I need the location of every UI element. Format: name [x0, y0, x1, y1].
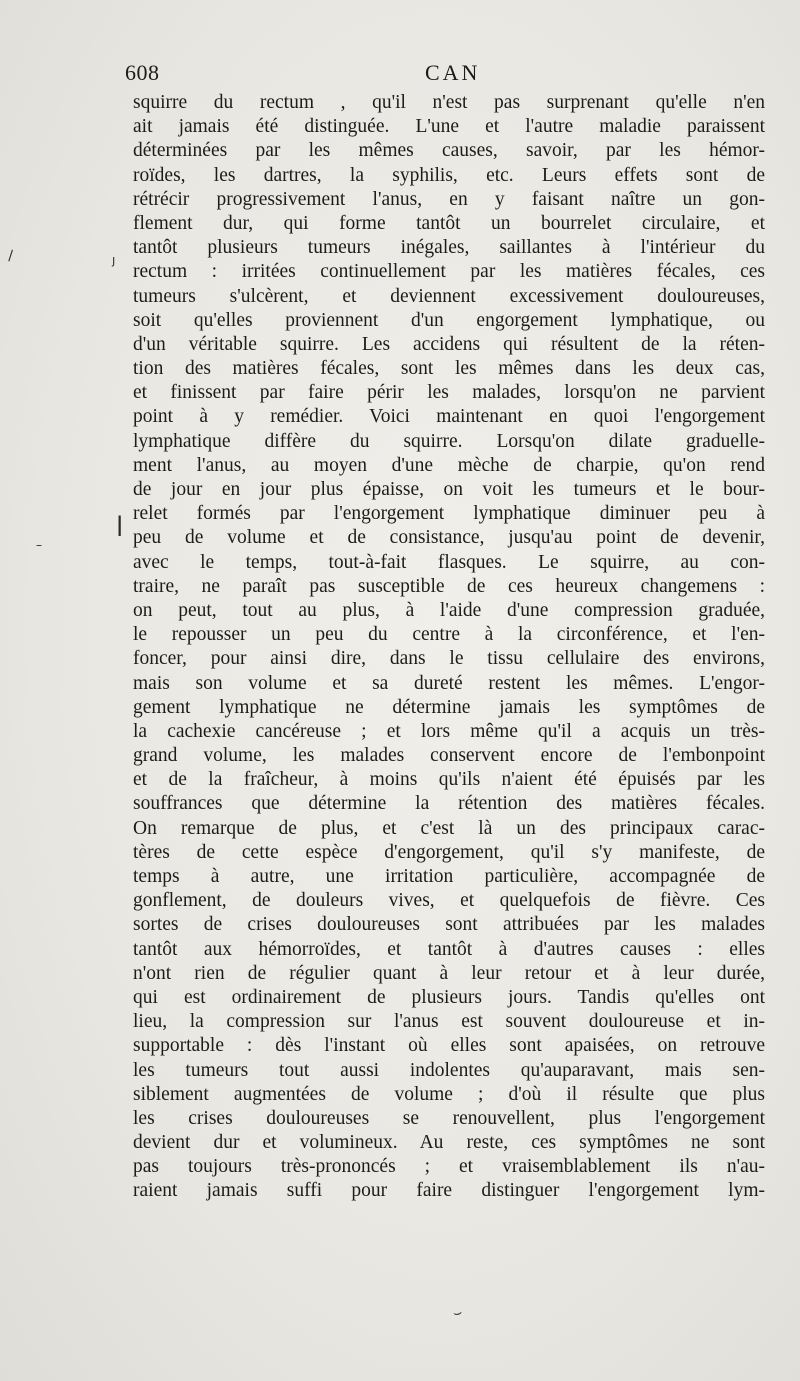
text-line: n'ont rien de régulier quant à leur retour et à leur durée,: [133, 962, 765, 984]
text-line: grand volume, les malades conservent encore de l'embonpoint: [133, 745, 765, 767]
running-head: CAN: [425, 60, 481, 85]
text-line: pas toujours très-prononcés ; et vraisemblablement ils n'au-: [133, 1156, 765, 1178]
text-line: tantôt plusieurs tumeurs inégales, saillantes à l'intérieur du: [133, 237, 765, 259]
text-line: déterminées par les mêmes causes, savoir, par les hémor-: [133, 140, 765, 162]
body-text: [133, 91, 765, 1204]
text-line: les tumeurs tout aussi indolentes qu'auparavant, mais sen-: [133, 1059, 765, 1081]
margin-stray-mark: \: [3, 248, 17, 264]
text-line: ment l'anus, au moyen d'une mèche de charpie, qu'on rend: [133, 454, 765, 476]
text-line: sortes de crises douloureuses sont attribuées par les malades: [133, 914, 765, 936]
text-line: mais son volume et sa dureté restent les mêmes. L'engor-: [133, 672, 765, 694]
text-line: et de la fraîcheur, à moins qu'ils n'aient été épuisés par les: [133, 769, 765, 791]
text-line: raient jamais suffi pour faire distinguer l'engorgement lym-: [133, 1180, 765, 1202]
text-line: squirre du rectum , qu'il n'est pas surprenant qu'elle n'en: [133, 92, 765, 113]
text-line: avec le temps, tout-à-fait flasques. Le squirre, au con-: [133, 551, 765, 573]
text-line: gonflement, de douleurs vives, et quelquefois de fièvre. Ces: [133, 890, 765, 912]
text-line: d'un véritable squirre. Les accidens qui résultent de la réten-: [133, 333, 765, 355]
text-line: lieu, la compression sur l'anus est souvent douloureuse et in-: [133, 1011, 765, 1033]
text-line: traire, ne paraît pas susceptible de ces heureux changemens :: [133, 575, 765, 597]
text-line: temps à autre, une irritation particulière, accompagnée de: [133, 866, 765, 887]
page-header: [125, 60, 665, 90]
text-line: foncer, pour ainsi dire, dans le tissu cellulaire des environs,: [133, 648, 765, 670]
text-line: gement lymphatique ne détermine jamais les symptômes de: [133, 696, 765, 718]
text-line: On remarque de plus, et c'est là un des principaux carac-: [133, 817, 765, 839]
text-line: tumeurs s'ulcèrent, et deviennent excessivement douloureuses,: [133, 285, 765, 307]
margin-stray-mark: ȷ: [112, 253, 116, 267]
text-line: rectum : irritées continuellement par les matières fécales, ces: [133, 261, 765, 283]
text-line: devient dur et volumineux. Au reste, ces symptômes ne sont: [133, 1132, 765, 1154]
text-line: tantôt aux hémorroïdes, et tantôt à d'autres causes : elles: [133, 938, 765, 960]
text-line: tères de cette espèce d'engorgement, qu'il s'y manifeste, de: [133, 841, 765, 863]
text-line: qui est ordinairement de plusieurs jours. Tandis qu'elles ont: [133, 986, 765, 1008]
page-number: 608: [125, 60, 160, 85]
text-line: soit qu'elles proviennent d'un engorgement lymphatique, ou: [133, 309, 765, 331]
text-line: le repousser un peu du centre à la circonférence, et l'en-: [133, 624, 765, 646]
page-stain-mark: ⌣: [451, 1304, 464, 1322]
text-line: souffrances que détermine la rétention des matières fécales.: [133, 793, 765, 815]
text-line: lymphatique diffère du squirre. Lorsqu'on dilate graduelle-: [133, 430, 765, 452]
text-line: roïdes, les dartres, la syphilis, etc. Leurs effets sont de: [133, 164, 765, 186]
margin-pencil-mark: |: [116, 512, 124, 536]
text-line: ait jamais été distinguée. L'une et l'autre maladie paraissent: [133, 116, 765, 138]
margin-stray-mark: –: [36, 538, 42, 552]
text-line: de jour en jour plus épaisse, on voit les tumeurs et le bour-: [133, 479, 765, 500]
text-line: peu de volume et de consistance, jusqu'au point de devenir,: [133, 527, 765, 549]
text-line: et finissent par faire périr les malades, lorsqu'on ne parvient: [133, 382, 765, 404]
text-line: supportable : dès l'instant où elles sont apaisées, on retrouve: [133, 1035, 765, 1057]
text-line: la cachexie cancéreuse ; et lors même qu'il a acquis un très-: [133, 720, 765, 742]
text-line: les crises douloureuses se renouvellent, plus l'engorgement: [133, 1107, 765, 1129]
text-line: relet formés par l'engorgement lymphatique diminuer peu à: [133, 503, 765, 525]
text-line: rétrécir progressivement l'anus, en y faisant naître un gon-: [133, 188, 765, 210]
text-line: tion des matières fécales, sont les mêmes dans les deux cas,: [133, 358, 765, 380]
text-line: on peut, tout au plus, à l'aide d'une compression graduée,: [133, 599, 765, 621]
text-line: siblement augmentées de volume ; d'où il résulte que plus: [133, 1083, 765, 1105]
text-line: flement dur, qui forme tantôt un bourrelet circulaire, et: [133, 212, 765, 234]
text-line: point à y remédier. Voici maintenant en quoi l'engorgement: [133, 406, 765, 428]
